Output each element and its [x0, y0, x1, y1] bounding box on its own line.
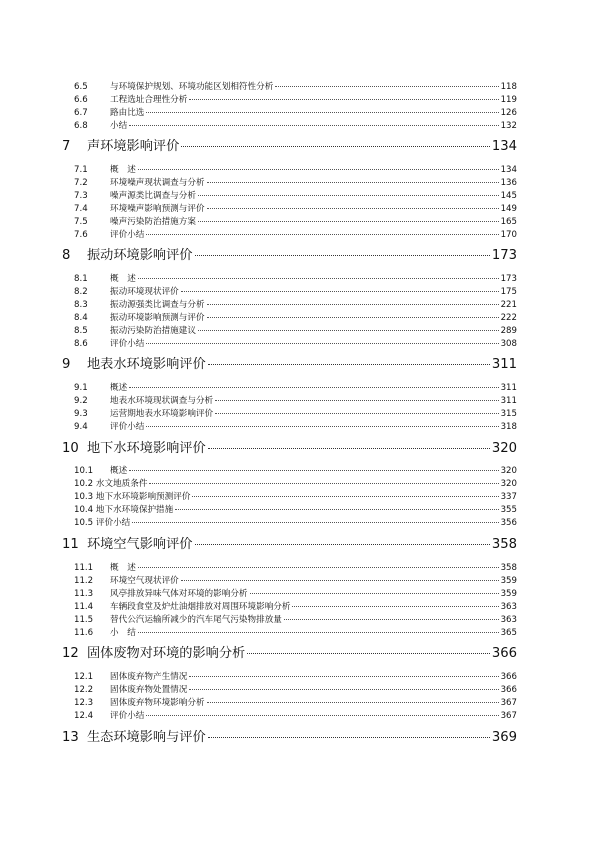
toc-entry-7-2: [74, 177, 517, 189]
toc-entry-number: 10.4: [74, 505, 94, 515]
toc-entry-title: 概 述: [110, 165, 136, 175]
toc-entry-page: 366: [500, 685, 517, 695]
toc-chapter-11: [62, 536, 517, 554]
toc-entry-page: 355: [500, 505, 517, 515]
toc-leader-dots: [292, 606, 498, 607]
toc-entry-number: 9.1: [74, 383, 88, 393]
toc-leader-dots: [181, 580, 499, 581]
toc-entry-number: 12.1: [74, 672, 94, 682]
toc-entry-page: 170: [500, 230, 517, 240]
toc-entry-page: 320: [500, 466, 517, 476]
toc-entry-title: 小 结: [110, 628, 136, 638]
toc-entry-title: 固体废弃物产生情况: [110, 672, 188, 682]
toc-chapter-number: 8: [62, 248, 71, 263]
toc-entry-number: 11.3: [74, 589, 94, 599]
toc-entry-title: 与环境保护规划、环境功能区划相符性分析: [110, 82, 274, 92]
toc-entry-number: 7.4: [74, 204, 88, 214]
toc-leader-dots: [207, 317, 499, 318]
toc-entry-number: 6.8: [74, 121, 88, 131]
toc-chapter-page: 320: [491, 441, 517, 456]
toc-chapter-number: 10: [62, 441, 79, 456]
toc-entry-number: 7.2: [74, 178, 88, 188]
toc-entry-page: 315: [500, 409, 517, 419]
toc-chapter-7: [62, 138, 517, 156]
toc-entry-number: 11.1: [74, 563, 94, 573]
toc-leader-dots: [181, 291, 499, 292]
toc-entry-10-1: [74, 465, 517, 477]
toc-entry-page: 173: [500, 274, 517, 284]
toc-chapter-number: 9: [62, 357, 71, 372]
toc-entry-11-4: [74, 601, 517, 613]
toc-entry-page: 308: [500, 339, 517, 349]
toc-entry-title: 环境噪声影响预测与评价: [110, 204, 205, 214]
toc-chapter-8: [62, 247, 517, 265]
toc-entry-number: 8.5: [74, 326, 88, 336]
toc-entry-7-3: [74, 190, 517, 202]
toc-entry-7-6: [74, 229, 517, 241]
toc-entry-number: 12.3: [74, 698, 94, 708]
toc-leader-dots: [247, 653, 490, 654]
toc-entry-title: 环境噪声现状调查与分析: [110, 178, 205, 188]
toc-leader-dots: [189, 689, 498, 690]
toc-entry-page: 311: [500, 383, 517, 393]
toc-leader-dots: [129, 125, 498, 126]
toc-leader-dots: [175, 509, 498, 510]
toc-chapter-page: 134: [491, 139, 517, 154]
toc-leader-dots: [195, 255, 490, 256]
toc-entry-title: 振动环境现状评价: [110, 287, 179, 297]
toc-chapter-10: [62, 440, 517, 458]
toc-entry-number: 10.5: [74, 518, 94, 528]
toc-leader-dots: [207, 208, 499, 209]
toc-entry-6-6: [74, 94, 517, 106]
toc-leader-dots: [189, 99, 498, 100]
toc-leader-dots: [129, 387, 498, 388]
toc-entry-title: 固体废弃物环境影响分析: [110, 698, 205, 708]
toc-entry-11-1: [74, 562, 517, 574]
toc-entry-number: 6.5: [74, 82, 88, 92]
toc-chapter-page: 358: [491, 537, 517, 552]
toc-leader-dots: [275, 86, 498, 87]
toc-entry-number: 7.5: [74, 217, 88, 227]
toc-entry-number: 10.2: [74, 479, 94, 489]
toc-entry-9-3: [74, 408, 517, 420]
toc-entry-title: 振动源强类比调查与分析: [110, 300, 205, 310]
toc-leader-dots: [146, 426, 498, 427]
toc-chapter-title: 声环境影响评价: [87, 139, 180, 154]
toc-chapter-12: [62, 645, 517, 663]
toc-entry-6-7: [74, 107, 517, 119]
toc-entry-6-5: [74, 81, 517, 93]
toc-entry-12-2: [74, 684, 517, 696]
toc-entry-10-3: [74, 491, 517, 503]
toc-leader-dots: [250, 593, 499, 594]
toc-entry-number: 6.6: [74, 95, 88, 105]
toc-leader-dots: [146, 715, 498, 716]
toc-leader-dots: [138, 169, 499, 170]
toc-chapter-page: 366: [491, 646, 517, 661]
toc-entry-page: 221: [500, 300, 517, 310]
toc-entry-number: 6.7: [74, 108, 88, 118]
toc-leader-dots: [198, 330, 499, 331]
toc-entry-page: 311: [500, 396, 517, 406]
toc-entry-page: 119: [500, 95, 517, 105]
toc-entry-page: 320: [500, 479, 517, 489]
toc-leader-dots: [208, 737, 490, 738]
toc-entry-page: 145: [500, 191, 517, 201]
toc-entry-page: 136: [500, 178, 517, 188]
toc-entry-number: 12.2: [74, 685, 94, 695]
toc-entry-page: 359: [500, 576, 517, 586]
toc-leader-dots: [129, 470, 498, 471]
toc-leader-dots: [192, 496, 498, 497]
toc-entry-page: 118: [500, 82, 517, 92]
toc-entry-7-5: [74, 216, 517, 228]
toc-entry-title: 振动污染防治措施建议: [110, 326, 196, 336]
toc-entry-page: 356: [500, 518, 517, 528]
toc-entry-title: 噪声污染防治措施方案: [110, 217, 196, 227]
toc-entry-page: 367: [500, 698, 517, 708]
toc-entry-title: 地下水环境保护措施: [95, 505, 174, 515]
toc-entry-9-1: [74, 382, 517, 394]
toc-entry-7-4: [74, 203, 517, 215]
toc-entry-8-5: [74, 325, 517, 337]
toc-entry-page: 359: [500, 589, 517, 599]
toc-leader-dots: [146, 343, 498, 344]
toc-entry-page: 363: [500, 602, 517, 612]
toc-entry-title: 评价小结: [110, 711, 145, 721]
toc-entry-page: 132: [500, 121, 517, 131]
toc-entry-8-3: [74, 299, 517, 311]
toc-entry-number: 8.1: [74, 274, 88, 284]
toc-entry-title: 地表水环境现状调查与分析: [110, 396, 214, 406]
toc-entry-number: 10.1: [74, 466, 94, 476]
toc-leader-dots: [198, 195, 499, 196]
toc-entry-title: 评价小结: [110, 339, 145, 349]
toc-entry-number: 12.4: [74, 711, 94, 721]
toc-entry-title: 地下水环境影响预测评价: [95, 492, 191, 502]
toc-entry-number: 10.3: [74, 492, 94, 502]
toc-entry-11-6: [74, 627, 517, 639]
toc-chapter-9: [62, 356, 517, 374]
toc-entry-page: 318: [500, 422, 517, 432]
toc-chapter-title: 振动环境影响评价: [87, 248, 193, 263]
toc-leader-dots: [146, 112, 498, 113]
toc-entry-10-4: [74, 504, 517, 516]
toc-chapter-page: 311: [491, 357, 517, 372]
toc-leader-dots: [284, 619, 499, 620]
toc-entry-number: 8.2: [74, 287, 88, 297]
toc-entry-title: 概述: [110, 466, 128, 476]
toc-entry-title: 评价小结: [110, 230, 145, 240]
toc-entry-number: 7.3: [74, 191, 88, 201]
toc-leader-dots: [207, 702, 499, 703]
toc-entry-page: 175: [500, 287, 517, 297]
toc-leader-dots: [132, 522, 498, 523]
toc-entry-page: 358: [500, 563, 517, 573]
toc-leader-dots: [138, 632, 499, 633]
toc-leader-dots: [215, 400, 498, 401]
toc-entry-8-1: [74, 273, 517, 285]
toc-entry-11-5: [74, 614, 517, 626]
toc-chapter-number: 13: [62, 730, 79, 745]
toc-chapter-title: 环境空气影响评价: [87, 537, 193, 552]
toc-entry-number: 11.2: [74, 576, 94, 586]
toc-entry-title: 替代公汽运输所减少的汽车尾气污染物排放量: [110, 615, 282, 625]
toc-entry-page: 367: [500, 711, 517, 721]
toc-entry-title: 车辆段食堂及炉灶油烟排放对周围环境影响分析: [110, 602, 291, 612]
toc-entry-title: 固体废弃物处置情况: [110, 685, 188, 695]
toc-chapter-title: 生态环境影响与评价: [87, 730, 206, 745]
toc-chapter-number: 7: [62, 139, 71, 154]
toc-entry-number: 11.4: [74, 602, 94, 612]
toc-chapter-number: 12: [62, 646, 79, 661]
toc-chapter-title: 固体废物对环境的影响分析: [87, 646, 246, 661]
toc-entry-title: 路由比选: [110, 108, 145, 118]
toc-entry-number: 11.5: [74, 615, 94, 625]
toc-entry-title: 评价小结: [110, 422, 145, 432]
toc-entry-number: 9.2: [74, 396, 88, 406]
toc-entry-page: 289: [500, 326, 517, 336]
toc-entry-number: 8.4: [74, 313, 88, 323]
toc-entry-title: 评价小结: [95, 518, 131, 528]
toc-entry-title: 风亭排放异味气体对环境的影响分析: [110, 589, 248, 599]
toc-entry-title: 概述: [110, 383, 128, 393]
toc-entry-number: 7.6: [74, 230, 88, 240]
toc-chapter-page: 173: [491, 248, 517, 263]
toc-entry-page: 337: [500, 492, 517, 502]
toc-entry-6-8: [74, 120, 517, 132]
toc-leader-dots: [146, 234, 498, 235]
toc-entry-12-1: [74, 671, 517, 683]
toc-entry-10-2: [74, 478, 517, 490]
toc-entry-9-4: [74, 421, 517, 433]
toc-entry-11-2: [74, 575, 517, 587]
toc-leader-dots: [138, 567, 499, 568]
toc-entry-page: 363: [500, 615, 517, 625]
toc-entry-number: 7.1: [74, 165, 88, 175]
toc-entry-8-6: [74, 338, 517, 350]
toc-entry-title: 水文地质条件: [95, 479, 148, 489]
toc-entry-12-3: [74, 697, 517, 709]
toc-entry-page: 222: [500, 313, 517, 323]
toc-entry-10-5: [74, 517, 517, 529]
toc-entry-title: 环境空气现状评价: [110, 576, 179, 586]
toc-entry-page: 126: [500, 108, 517, 118]
toc-leader-dots: [208, 448, 490, 449]
toc-entry-number: 11.6: [74, 628, 94, 638]
toc-entry-number: 8.3: [74, 300, 88, 310]
toc-leader-dots: [138, 278, 499, 279]
toc-entry-title: 概 述: [110, 563, 136, 573]
toc-entry-title: 小结: [110, 121, 128, 131]
toc-leader-dots: [207, 304, 499, 305]
toc-leader-dots: [195, 544, 490, 545]
toc-leader-dots: [189, 676, 498, 677]
toc-leader-dots: [149, 483, 498, 484]
toc-chapter-title: 地表水环境影响评价: [87, 357, 206, 372]
toc-entry-title: 振动环境影响预测与评价: [110, 313, 205, 323]
toc-entry-11-3: [74, 588, 517, 600]
toc-entry-title: 工程选址合理性分析: [110, 95, 188, 105]
toc-leader-dots: [208, 364, 490, 365]
toc-entry-number: 9.3: [74, 409, 88, 419]
toc-entry-8-4: [74, 312, 517, 324]
toc-entry-page: 134: [500, 165, 517, 175]
toc-entry-page: 165: [500, 217, 517, 227]
toc-entry-title: 噪声源类比调查与分析: [110, 191, 196, 201]
toc-entry-number: 8.6: [74, 339, 88, 349]
toc-entry-title: 运营期地表水环境影响评价: [110, 409, 214, 419]
toc-chapter-page: 369: [491, 730, 517, 745]
toc-entry-9-2: [74, 395, 517, 407]
toc-chapter-title: 地下水环境影响评价: [87, 441, 206, 456]
toc-entry-number: 9.4: [74, 422, 88, 432]
toc-leader-dots: [215, 413, 498, 414]
toc-leader-dots: [198, 221, 499, 222]
toc-chapter-13: [62, 729, 517, 747]
toc-entry-page: 365: [500, 628, 517, 638]
toc-entry-page: 149: [500, 204, 517, 214]
toc-entry-page: 366: [500, 672, 517, 682]
toc-leader-dots: [181, 146, 490, 147]
toc-entry-title: 概 述: [110, 274, 136, 284]
toc-chapter-number: 11: [62, 537, 79, 552]
toc-entry-7-1: [74, 164, 517, 176]
toc-entry-8-2: [74, 286, 517, 298]
toc-entry-12-4: [74, 710, 517, 722]
toc-leader-dots: [207, 182, 499, 183]
